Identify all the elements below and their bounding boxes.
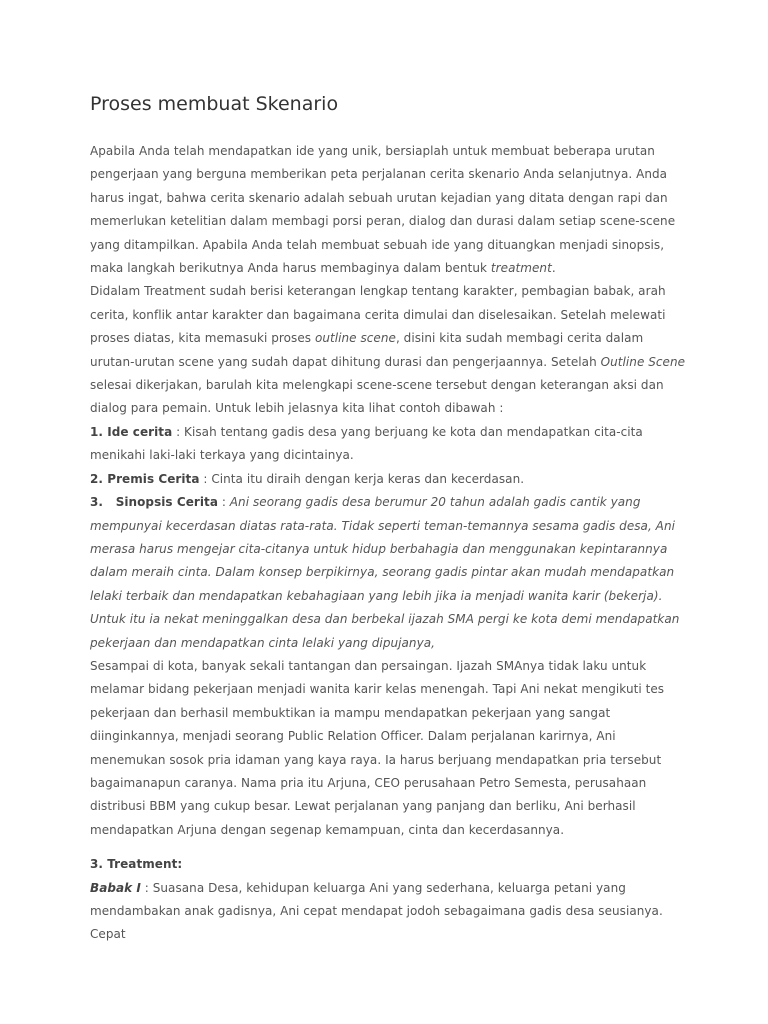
treatment-paragraph: [90, 280, 690, 420]
babak-1-label: Babak I: [90, 880, 141, 895]
document-page: [90, 88, 690, 947]
treatment-text-2: , disini kita sudah membagi cerita dalam urutan-urutan scene yang sudah dapat dihitung durasi dan pengerjaannya. Setelah: [90, 331, 644, 369]
premis-cerita-text: : Cinta itu diraih dengan kerja keras dan kecerdasan.: [199, 471, 525, 486]
treatment-heading: 3. Treatment:: [90, 857, 183, 872]
babak-1-text: : Suasana Desa, kehidupan keluarga Ani yang sederhana, keluarga petani yang mendambakan anak gadisnya, Ani cepat mendapat jodoh sebagaimana gadis desa seusianya. Cepat: [90, 880, 663, 942]
spacer: [90, 842, 690, 853]
babak-1-paragraph: [90, 877, 690, 947]
document-body: [90, 140, 690, 947]
intro-end: .: [551, 261, 556, 276]
ide-cerita-label: 1. Ide cerita: [90, 424, 173, 439]
treatment-text-1: Didalam Treatment sudah berisi keterangan lengkap tentang karakter, pembagian babak, arah cerita, konflik antar karakter dan bagaimana cerita dimulai dan diselesaikan. Setelah melewati proses diatas, kita memasuki proses: [90, 284, 666, 346]
treatment-emphasis-2: Outline Scene: [600, 354, 686, 369]
list-item-premis-cerita: [90, 468, 690, 491]
treatment-text-3: selesai dikerjakan, barulah kita melengkapi scene-scene tersebut dengan keterangan aksi dan dialog para pemain. Untuk lebih jelasnya kita lihat contoh dibawah :: [90, 378, 664, 416]
intro-paragraph: [90, 140, 690, 280]
sinopsis-separator: :: [217, 495, 230, 510]
sinopsis-continuation-paragraph: Sesampai di kota, banyak sekali tantangan dan persaingan. Ijazah SMAnya tidak laku untuk melamar bidang pekerjaan menjadi wanita karir kelas menengah. Tapi Ani nekat mengikuti tes pekerjaan dan berhasil membuktikan ia mampu mendapatkan pekerjaan yang sangat diinginkannya, menjadi seorang Public Relation Officer. Dalam perjalanan karirnya, Ani menemukan sosok pria idaman yang kaya raya. Ia harus berjuang mendapatkan pria tersebut bagaimanapun caranya. Nama pria itu Arjuna, CEO perusahaan Petro Semesta, perusahaan distribusi BBM yang cukup besar. Lewat perjalanan yang panjang dan berliku, Ani berhasil mendapatkan Arjuna dengan segenap kemampuan, cinta dan kecerdasannya.: [90, 658, 665, 837]
treatment-heading-line: [90, 853, 690, 876]
premis-cerita-label: 2. Premis Cerita: [90, 471, 200, 486]
sinopsis-cerita-label: 3. Sinopsis Cerita: [90, 495, 218, 510]
list-item-sinopsis-cerita: [90, 491, 690, 655]
ide-cerita-text: : Kisah tentang gadis desa yang berjuang ke kota dan mendapatkan cita-cita menikahi laki-laki terkaya yang dicintainya.: [90, 424, 643, 463]
sinopsis-cerita-text: Ani seorang gadis desa berumur 20 tahun adalah gadis cantik yang mempunyai kecerdasan diatas rata-rata. Tidak seperti teman-temannya sesama gadis desa, Ani merasa harus mengejar cita-citanya untuk hidup berbahagia dan menggunakan kepintarannya dalam meraih cinta. Dalam konsep berpikirnya, seorang gadis pintar akan mudah mendapatkan lelaki terbaik dan mendapatkan kebahagiaan yang lebih jika ia menjadi wanita karir (bekerja). Untuk itu ia nekat meninggalkan desa dan berbekal ijazah SMA pergi ke kota demi mendapatkan pekerjaan dan mendapatkan cinta lelaki yang dipujanya,: [90, 495, 680, 650]
treatment-emphasis-1: outline scene: [314, 331, 396, 346]
intro-text: Apabila Anda telah mendapatkan ide yang unik, bersiaplah untuk membuat beberapa urutan pengerjaan yang berguna memberikan peta perjalanan cerita skenario Anda selanjutnya. Anda harus ingat, bahwa cerita skenario adalah sebuah urutan kejadian yang ditata dengan rapi dan memerlukan ketelitian dalam membagi porsi peran, dialog dan durasi dalam setiap scene-scene yang ditampilkan. Apabila Anda telah membuat sebuah ide yang dituangkan menjadi sinopsis, maka langkah berikutnya Anda harus membaginya dalam bentuk: [90, 144, 676, 276]
intro-emphasis: treatment: [490, 261, 552, 276]
list-item-ide-cerita: [90, 421, 690, 468]
page-title: Proses membuat Skenario: [90, 93, 339, 115]
